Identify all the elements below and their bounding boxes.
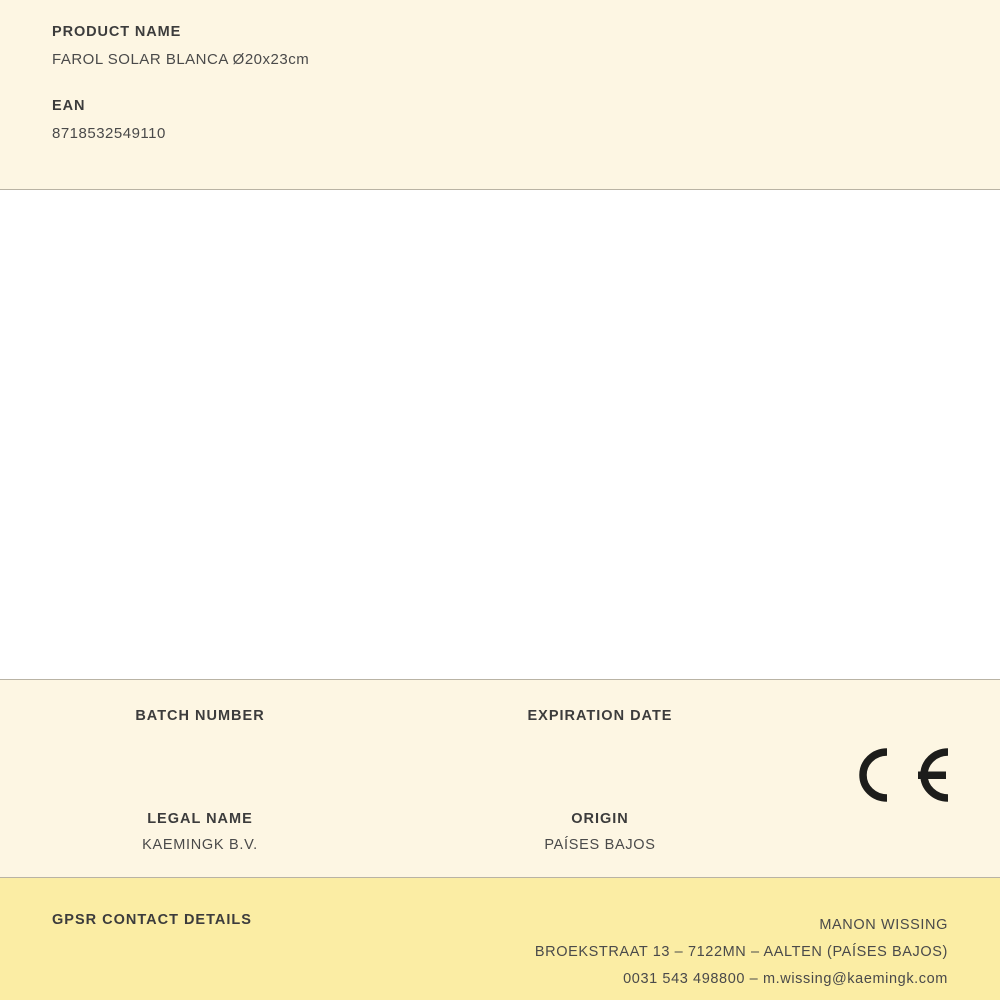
detail-expiration-date	[400, 708, 800, 749]
product-name-value: FAROL SOLAR BLANCA Ø20x23cm	[52, 51, 310, 69]
detail-origin	[400, 811, 800, 854]
detail-batch-number	[0, 708, 400, 749]
product-details-band	[0, 680, 1000, 878]
product-header	[0, 0, 1000, 190]
legal-name-label: LEGAL NAME	[147, 811, 253, 828]
origin-label: ORIGIN	[571, 811, 629, 828]
legal-name-value: KAEMINGK B.V.	[142, 836, 258, 853]
product-name-label: PRODUCT NAME	[52, 24, 182, 40]
gpsr-contact-name: MANON WISSING	[819, 917, 948, 933]
origin-value: PAÍSES BAJOS	[544, 836, 656, 853]
product-image-area	[0, 190, 1000, 680]
gpsr-contact-address: BROEKSTRAAT 13 – 7122MN – AALTEN (PAÍSES BAJOS)	[534, 943, 948, 960]
field-product-name	[0, 24, 1000, 70]
ce-mark-icon	[856, 744, 952, 806]
gpsr-contact-phone-email: 0031 543 498800 – m.wissing@kaemingk.com	[623, 970, 948, 987]
gpsr-contact-lines	[535, 912, 948, 992]
expiration-date-value	[400, 732, 800, 749]
batch-number-label: BATCH NUMBER	[135, 708, 265, 724]
details-row	[0, 708, 800, 749]
ean-value: 8718532549110	[52, 125, 166, 143]
ean-label: EAN	[52, 97, 86, 114]
gpsr-contact-footer	[0, 878, 1000, 1000]
details-row	[0, 811, 800, 854]
detail-legal-name	[0, 811, 400, 854]
batch-number-value	[0, 732, 400, 749]
expiration-date-label: EXPIRATION DATE	[527, 708, 673, 724]
gpsr-contact-title: GPSR CONTACT DETAILS	[52, 912, 252, 928]
field-ean	[0, 98, 1000, 144]
